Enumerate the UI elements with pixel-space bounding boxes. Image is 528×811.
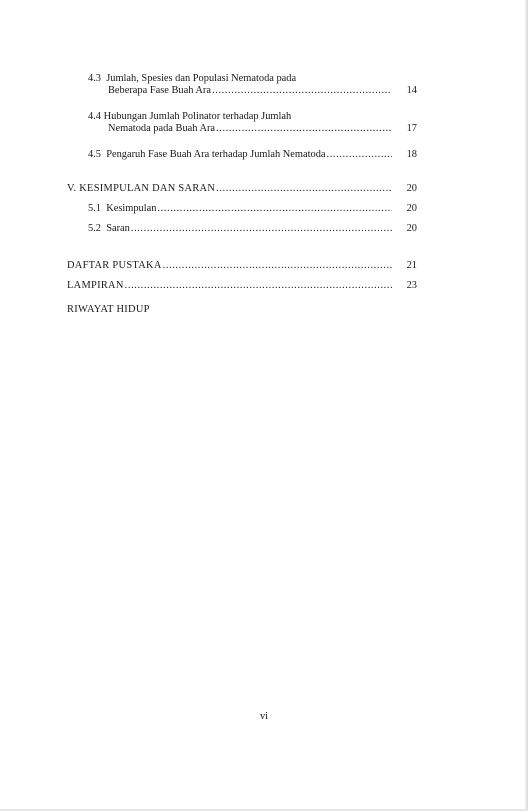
toc-entry-4-3-line2[interactable] bbox=[108, 85, 394, 97]
toc-page-number: 20 bbox=[406, 183, 417, 194]
toc-entry-5-2[interactable] bbox=[88, 223, 394, 235]
dot-leader bbox=[157, 203, 392, 215]
dot-leader bbox=[212, 85, 392, 97]
toc-page-number: 18 bbox=[406, 149, 417, 160]
toc-entry-title: Kesimpulan bbox=[106, 203, 157, 214]
toc-entry-5-1[interactable] bbox=[88, 203, 394, 215]
dot-leader bbox=[216, 183, 392, 195]
toc-entry-number: 4.4 bbox=[88, 111, 101, 122]
dot-leader bbox=[327, 149, 393, 161]
toc-chapter-title: LAMPIRAN bbox=[67, 280, 124, 291]
dot-leader bbox=[163, 260, 392, 272]
toc-page-number: 17 bbox=[406, 123, 417, 134]
dot-leader bbox=[125, 280, 392, 292]
toc-page-number: 14 bbox=[406, 85, 417, 96]
toc-entry-title-cont: Nematoda pada Buah Ara bbox=[108, 123, 216, 134]
toc-page-number: 21 bbox=[406, 260, 417, 271]
toc-entry-title-cont: Beberapa Fase Buah Ara bbox=[108, 85, 212, 96]
toc-chapter-title: DAFTAR PUSTAKA bbox=[67, 260, 162, 271]
toc-page-number: 23 bbox=[406, 280, 417, 291]
toc-entry-title: Saran bbox=[106, 223, 130, 234]
toc-chapter-5[interactable] bbox=[67, 183, 394, 195]
dot-leader bbox=[131, 223, 392, 235]
toc-entry-4-5[interactable] bbox=[88, 149, 394, 161]
toc-page-number: 20 bbox=[406, 203, 417, 214]
toc-riwayat-hidup[interactable]: RIWAYAT HIDUP bbox=[67, 304, 150, 315]
toc-chapter-title: V. KESIMPULAN DAN SARAN bbox=[67, 183, 216, 194]
toc-page-number: 20 bbox=[406, 223, 417, 234]
toc-entry-number: 5.1 bbox=[88, 203, 101, 214]
toc-entry-4-3-line1 bbox=[88, 73, 296, 85]
toc-entry-number: 4.3 bbox=[88, 73, 101, 84]
toc-entry-number: 4.5 Pengaruh Fase Buah Ara terhadap Jumlah Nematoda bbox=[88, 149, 326, 160]
toc-lampiran[interactable] bbox=[67, 280, 394, 292]
toc-daftar-pustaka[interactable] bbox=[67, 260, 394, 272]
toc-entry-title: Jumlah, Spesies dan Populasi Nematoda pada bbox=[106, 73, 297, 84]
toc-entry-4-4-line2[interactable] bbox=[108, 123, 394, 135]
toc-entry-4-4-line1 bbox=[88, 111, 291, 123]
toc-entry-number: 5.2 bbox=[88, 223, 101, 234]
dot-leader bbox=[216, 123, 392, 135]
toc-entry-title: Hubungan Jumlah Polinator terhadap Jumlah bbox=[103, 111, 292, 122]
toc-entry-title: Pengaruh Fase Buah Ara terhadap Jumlah Nematoda bbox=[106, 149, 326, 160]
page-number-footer: vi bbox=[259, 711, 269, 722]
